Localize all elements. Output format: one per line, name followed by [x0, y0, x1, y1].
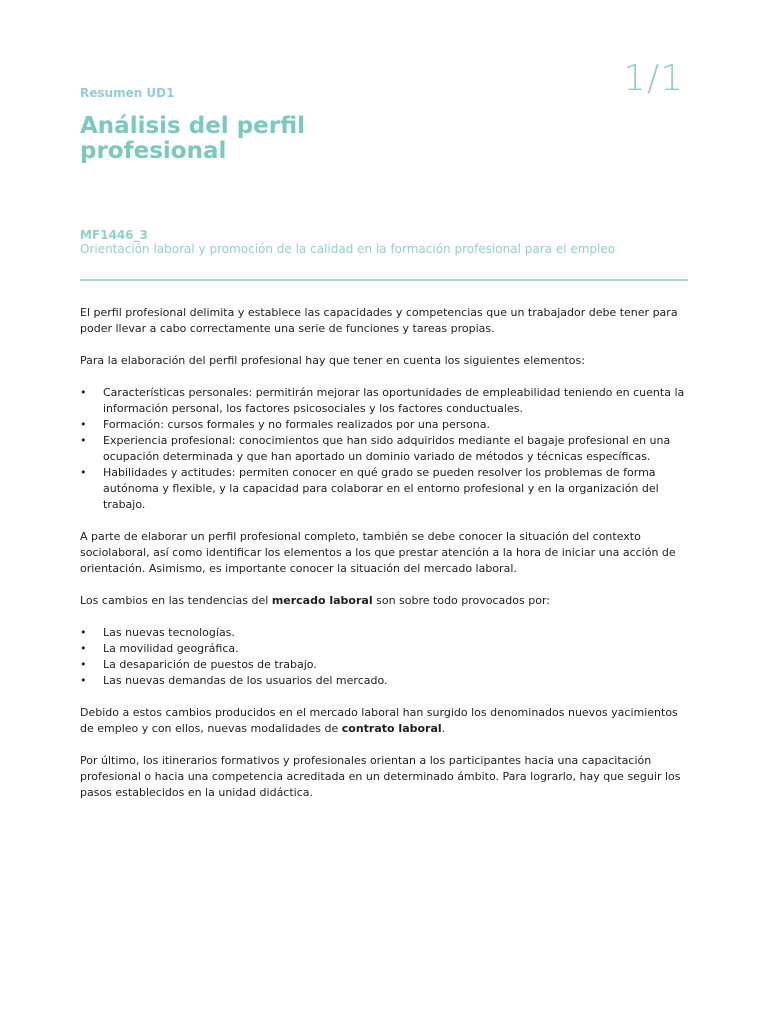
text-run: .	[441, 722, 446, 735]
list-item-text: La desaparición de puestos de trabajo.	[103, 658, 317, 671]
bullet-icon: •	[80, 674, 87, 687]
list-item-text: Formación: cursos formales y no formales realizados por una persona.	[103, 418, 490, 431]
header-divider	[80, 279, 688, 281]
list-item-text: La movilidad geográfica.	[103, 642, 239, 655]
text-run: Los cambios en las tendencias del	[80, 594, 272, 607]
changes-list	[80, 625, 688, 689]
list-item-text: Las nuevas demandas de los usuarios del mercado.	[103, 674, 388, 687]
list-item-text: Experiencia profesional: conocimientos que han sido adquiridos mediante el bagaje profesional en una ocupación determinada y que han aportado un dominio variado de métodos y técnicas específicas.	[103, 434, 671, 463]
bullet-icon: •	[80, 386, 87, 399]
page-title: Análisis del perfil profesional	[80, 113, 306, 164]
paragraph-market-changes	[80, 593, 688, 609]
text-run: Debido a estos cambios producidos en el mercado laboral han surgido los denominados nuevos yacimientos de empleo y con ellos, nuevas modalidades de	[80, 706, 678, 735]
paragraph-context: A parte de elaborar un perfil profesional completo, también se debe conocer la situación del contexto sociolaboral, así como identificar los elementos a los que prestar atención a la hora de iniciar una acción de orientación. Asimismo, es importante conocer la situación del mercado laboral.	[80, 530, 676, 575]
bullet-icon: •	[80, 642, 87, 655]
bullet-icon: •	[80, 658, 87, 671]
bullet-icon: •	[80, 626, 87, 639]
list-item	[80, 673, 688, 689]
bold-term-contrato-laboral: contrato laboral	[341, 722, 442, 735]
module-code: MF1446_3	[80, 228, 148, 242]
module-name: Orientación laboral y promoción de la calidad en la formación profesional para el empleo	[80, 242, 616, 256]
list-item	[80, 625, 688, 641]
bullet-icon: •	[80, 418, 87, 431]
list-item-text: Las nuevas tecnologías.	[103, 626, 235, 639]
list-item-text: Características personales: permitirán mejorar las oportunidades de empleabilidad teniendo en cuenta la información personal, los factores psicosociales y los factores conductuales.	[103, 386, 685, 415]
list-item-text: Habilidades y actitudes: permiten conocer en qué grado se pueden resolver los problemas de forma autónoma y flexible, y la capacidad para colaborar en el entorno profesional y en la organización del trabajo.	[103, 466, 659, 511]
elements-list	[80, 385, 688, 513]
paragraph-new-jobs	[80, 705, 688, 737]
list-item	[80, 417, 688, 433]
text-run: son sobre todo provocados por:	[372, 594, 550, 607]
list-item	[80, 641, 688, 657]
unit-summary-label: Resumen UD1	[80, 86, 175, 100]
list-item	[80, 465, 688, 513]
bold-term-mercado-laboral: mercado laboral	[271, 594, 373, 607]
paragraph-itineraries: Por último, los itinerarios formativos y profesionales orientan a los participantes hacia una capacitación profesional o hacia una competencia acreditada en un determinado ámbito. Para lograrlo, hay que seguir los pasos establecidos en la unidad didáctica.	[80, 754, 681, 799]
document-body	[80, 305, 688, 817]
paragraph-elements-intro: Para la elaboración del perfil profesional hay que tener en cuenta los siguientes elementos:	[80, 354, 585, 367]
list-item	[80, 433, 688, 465]
paragraph-intro: El perfil profesional delimita y establece las capacidades y competencias que un trabajador debe tener para poder llevar a cabo correctamente una serie de funciones y tareas propias.	[80, 306, 678, 335]
bullet-icon: •	[80, 434, 87, 447]
page-number: 1/1	[623, 58, 684, 99]
list-item	[80, 657, 688, 673]
bullet-icon: •	[80, 466, 87, 479]
list-item	[80, 385, 688, 417]
